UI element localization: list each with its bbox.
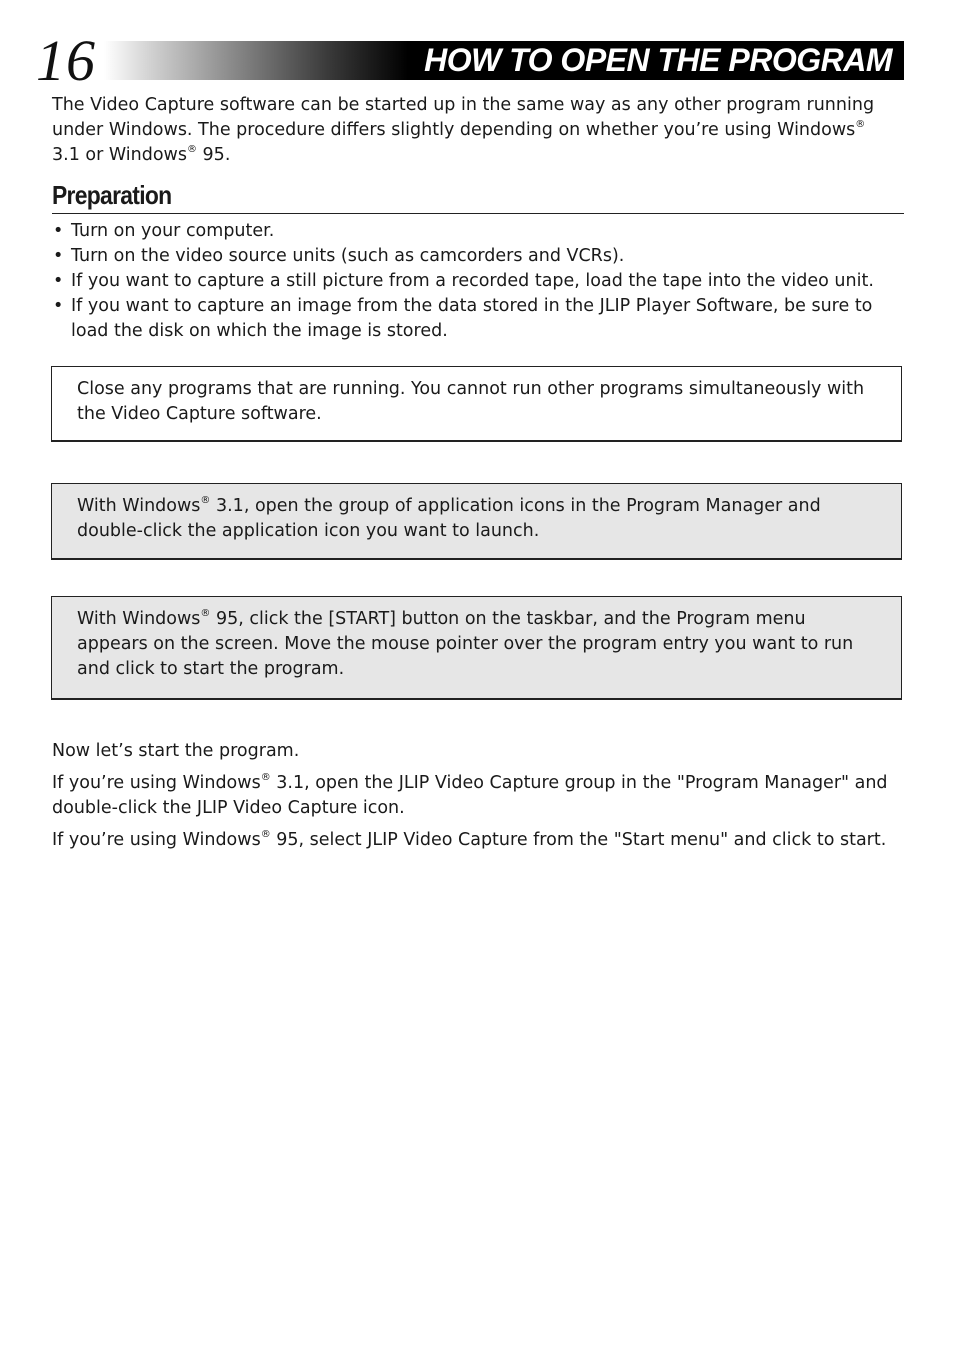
closing-now-paragraph: Now let’s start the program. <box>52 741 300 761</box>
closing-windows-31-paragraph <box>52 771 912 821</box>
note-text <box>77 494 877 544</box>
intro-paragraph <box>52 93 902 168</box>
intro-text-2: 3.1 or Windows <box>52 145 187 165</box>
note-text: Close any programs that are running. You cannot run other programs simultaneously with the Video Capture software. <box>77 379 865 424</box>
closing-text-2: 3.1, open the JLIP Video Capture group in the "Program Manager" and double-click the JLIP Video Capture icon. <box>52 773 888 818</box>
note-text-2: 95, click the [START] button on the taskbar, and the Program menu appears on the screen. Move the mouse pointer over the program entry you want to run and click to start the program. <box>77 609 854 679</box>
note-box-close-programs <box>51 366 902 442</box>
registered-mark: ® <box>260 772 271 783</box>
list-item <box>52 269 912 294</box>
title-banner <box>104 41 904 80</box>
page-title: HOW TO OPEN THE PROGRAM <box>424 42 892 78</box>
closing-text-1: If you’re using Windows <box>52 830 261 850</box>
closing-text-2: 95, select JLIP Video Capture from the "Start menu" and click to start. <box>270 830 887 850</box>
note-text <box>77 607 877 682</box>
bullet-icon: • <box>53 271 64 291</box>
note-box-windows-31 <box>51 483 902 560</box>
intro-text-1: The Video Capture software can be started up in the same way as any other program running under Windows. The procedure differs slightly depending on whether you’re using Windows <box>52 95 875 140</box>
registered-mark: ® <box>200 608 211 619</box>
bullet-icon: • <box>53 246 64 266</box>
registered-mark: ® <box>186 144 197 155</box>
list-item-text: Turn on the video source units (such as camcorders and VCRs). <box>71 246 625 266</box>
list-item-text: If you want to capture a still picture from a recorded tape, load the tape into the video unit. <box>71 271 874 291</box>
list-item <box>52 294 912 344</box>
page-number: 16 <box>36 28 96 93</box>
section-heading-text: Preparation <box>52 180 172 210</box>
section-heading-preparation <box>52 177 904 214</box>
intro-text-3: 95. <box>196 145 231 165</box>
registered-mark: ® <box>260 829 271 840</box>
closing-windows-95-paragraph <box>52 828 912 853</box>
note-text-1: With Windows <box>77 496 201 516</box>
bullet-icon: • <box>53 296 64 316</box>
list-item-text: Turn on your computer. <box>71 221 275 241</box>
registered-mark: ® <box>855 119 866 130</box>
registered-mark: ® <box>200 495 211 506</box>
note-text-2: 3.1, open the group of application icons in the Program Manager and double-click the application icon you want to launch. <box>77 496 821 541</box>
list-item <box>52 244 912 269</box>
bullet-icon: • <box>53 221 64 241</box>
closing-text-1: If you’re using Windows <box>52 773 261 793</box>
list-item-text: If you want to capture an image from the data stored in the JLIP Player Software, be sure to load the disk on which the image is stored. <box>71 296 873 341</box>
preparation-list <box>52 219 912 344</box>
note-text-1: With Windows <box>77 609 201 629</box>
note-box-windows-95 <box>51 596 902 700</box>
list-item <box>52 219 912 244</box>
